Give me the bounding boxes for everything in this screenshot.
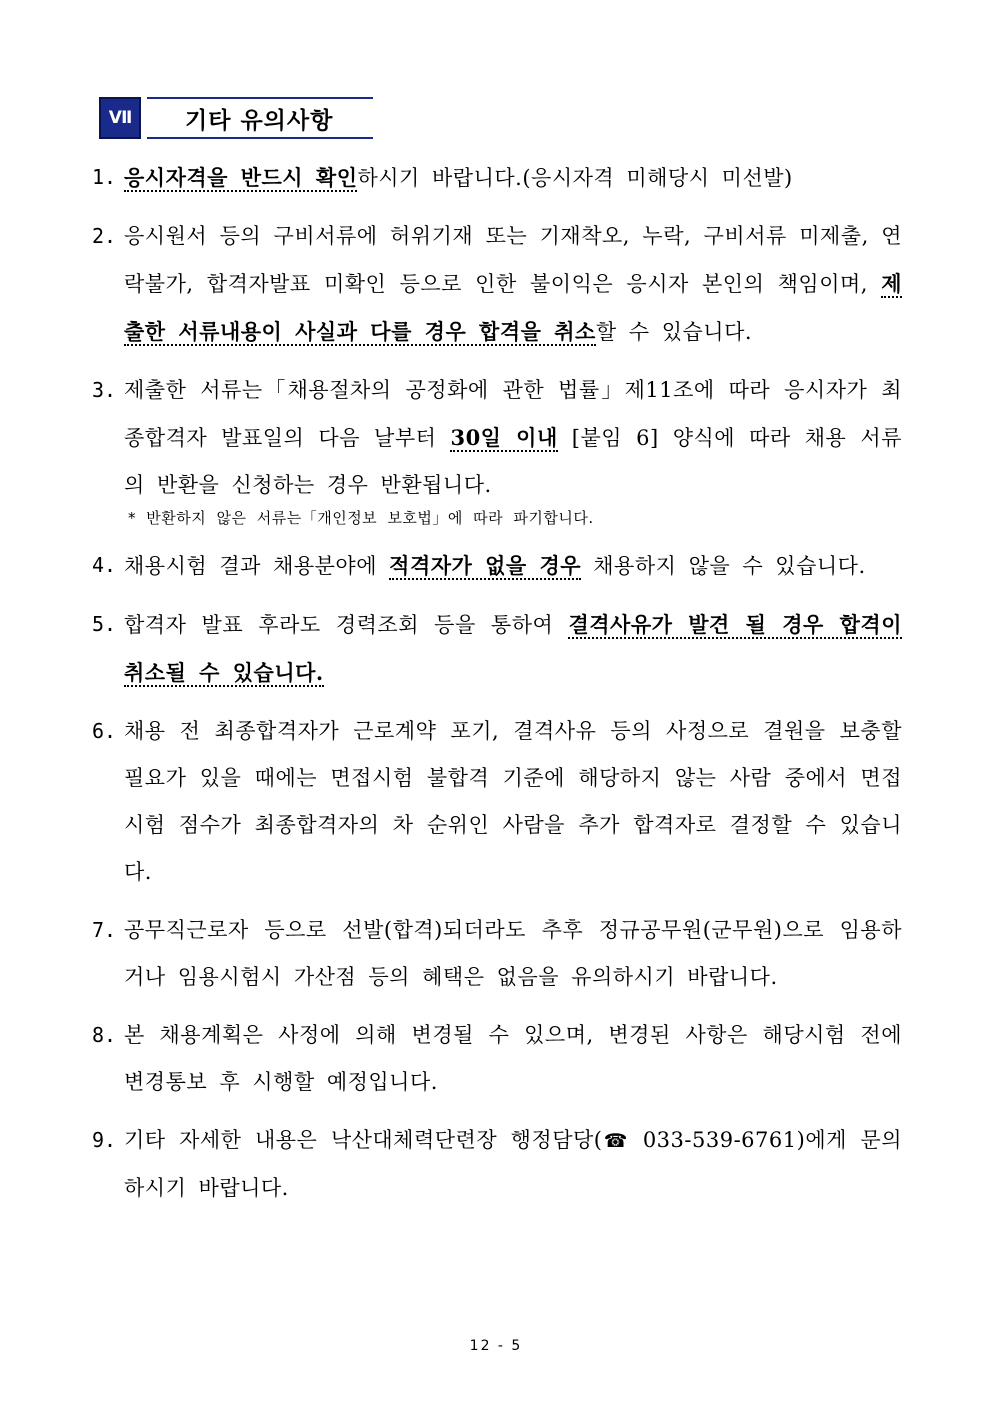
item-text bbox=[124, 1117, 902, 1212]
body-text: 공무직근로자 등으로 선발(합격)되더라도 추후 정규공무원(군무원)으로 임용하거나 임용시험시 가산점 등의 혜택은 없음을 유의하시기 바랍니다. bbox=[124, 918, 902, 989]
list-item bbox=[92, 1012, 902, 1106]
item-text bbox=[124, 1012, 902, 1106]
section-header bbox=[99, 97, 373, 139]
section-title-box bbox=[147, 97, 373, 139]
list-item bbox=[92, 708, 902, 896]
item-number: 6. bbox=[92, 719, 117, 743]
body-text: 채용 전 최종합격자가 근로계약 포기, 결격사유 등의 사정으로 결원을 보충할 필요가 있을 때에는 면접시험 불합격 기준에 해당하지 않는 사람 중에서 면접시험 점수가 최종합격자의 차 순위인 사람을 추가 합격자로 결정할 수 있습니다. bbox=[124, 719, 902, 884]
emphasis-text: 제출한 서류내용이 사실과 다를 경우 합격을 취소 bbox=[124, 271, 902, 344]
item-number: 9. bbox=[92, 1128, 117, 1152]
item-number: 4. bbox=[92, 553, 117, 577]
notice-list bbox=[92, 154, 902, 1223]
item-number: 1. bbox=[92, 165, 117, 189]
body-text: 채용시험 결과 채용분야에 bbox=[124, 554, 390, 578]
item-text bbox=[124, 154, 902, 202]
list-item bbox=[92, 154, 902, 202]
body-text: 본 채용계획은 사정에 의해 변경될 수 있으며, 변경된 사항은 해당시험 전에 변경통보 후 시행할 예정입니다. bbox=[124, 1023, 902, 1094]
list-item bbox=[92, 907, 902, 1001]
body-text: 하시기 바랍니다.(응시자격 미해당시 미선발) bbox=[357, 166, 793, 190]
body-text: 채용하지 않을 수 있습니다. bbox=[581, 554, 866, 578]
item-text bbox=[124, 213, 902, 356]
section-number-badge: Ⅶ bbox=[99, 97, 141, 139]
body-text: 기타 자세한 내용은 낙산대체력단련장 행정담당( bbox=[124, 1128, 603, 1152]
body-text: 할 수 있습니다. bbox=[595, 320, 753, 344]
item-number: 8. bbox=[92, 1023, 117, 1047]
list-item bbox=[92, 601, 902, 697]
item-text bbox=[124, 367, 902, 531]
item-number: 3. bbox=[92, 378, 117, 402]
item-text bbox=[124, 542, 902, 590]
list-item bbox=[92, 213, 902, 356]
item-text bbox=[124, 708, 902, 896]
item-note: * 반환하지 않은 서류는「개인정보 보호법」에 따라 파기합니다. bbox=[128, 509, 594, 527]
body-text: 제출한 서류는「채용절차의 공정화에 관한 법률」제11조에 따라 응시자가 최종합격자 발표일의 다음 날부터 bbox=[124, 378, 902, 450]
body-text: 응시원서 등의 구비서류에 허위기재 또는 기재착오, 누락, 구비서류 미제출, 연락불가, 합격자발표 미확인 등으로 인한 불이익은 응시자 본인의 책임이며, bbox=[124, 224, 902, 296]
item-number: 5. bbox=[92, 612, 117, 636]
body-text: 합격자 발표 후라도 경력조회 등을 통하여 bbox=[124, 613, 569, 637]
list-item bbox=[92, 542, 902, 590]
item-text bbox=[124, 601, 902, 697]
emphasis-text: 응시자격을 반드시 확인 bbox=[124, 165, 358, 190]
page-number: 12 - 5 bbox=[469, 1338, 523, 1354]
body-text: [붙임 6] 양식에 따라 채용 서류의 반환을 신청하는 경우 반환됩니다. bbox=[124, 426, 902, 497]
body-text: 033-539-6761)에게 문의하시기 바랍니다. bbox=[124, 1128, 902, 1200]
item-text bbox=[124, 907, 902, 1001]
phone-icon: ☎ bbox=[602, 1130, 630, 1152]
list-item bbox=[92, 1117, 902, 1212]
emphasis-text: 적격자가 없을 경우 bbox=[389, 553, 582, 578]
item-number: 2. bbox=[92, 224, 117, 248]
emphasis-text: 결격사유가 발견 될 경우 합격이 취소될 수 있습니다. bbox=[124, 612, 902, 685]
list-item bbox=[92, 367, 902, 531]
emphasis-text: 30일 이내 bbox=[450, 425, 558, 450]
section-title: 기타 유의사항 bbox=[185, 107, 334, 134]
item-number: 7. bbox=[92, 918, 117, 942]
